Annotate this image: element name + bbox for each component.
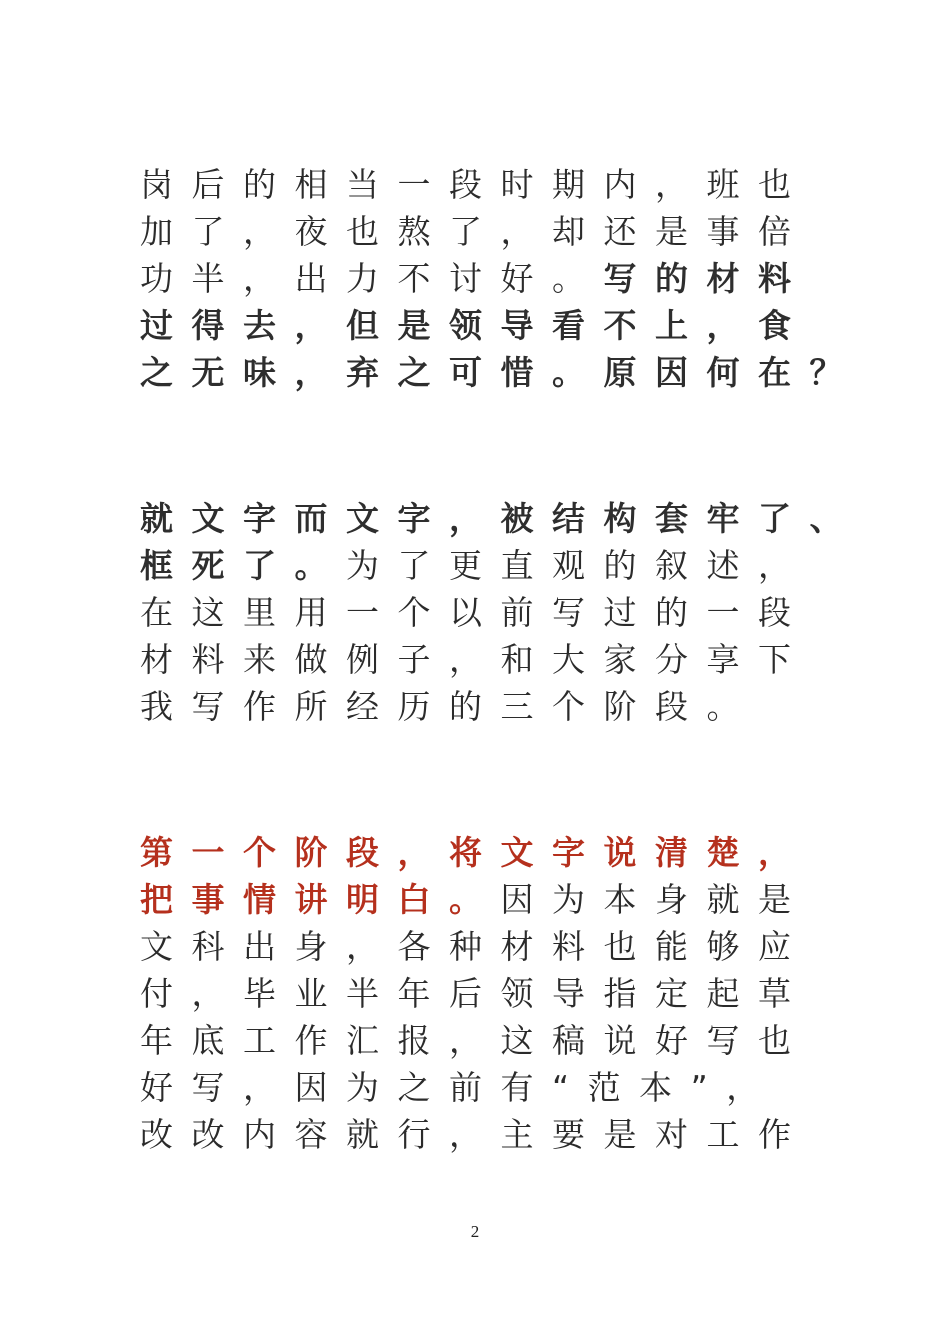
- text-line: [140, 302, 860, 349]
- text-line: [140, 255, 860, 302]
- text-line: [140, 923, 860, 970]
- text-line: [140, 495, 860, 542]
- body-text: 我写作所经历的三个阶段。: [140, 687, 758, 726]
- body-text: 为了更直观的叙述，: [346, 546, 810, 585]
- body-text: 改改内容就行，主要是对工作: [140, 1115, 810, 1154]
- body-text: 材料来做例子，和大家分享下: [140, 640, 810, 679]
- text-line: [140, 829, 860, 876]
- text-line: [140, 636, 860, 683]
- text-line: [140, 208, 860, 255]
- text-line: [140, 1064, 860, 1111]
- body-text: 功半，出力不讨好。: [140, 259, 604, 298]
- highlight-text: 把事情讲明白。: [140, 880, 501, 919]
- bold-text: 框死了。: [140, 546, 346, 585]
- paragraph-1: [140, 161, 860, 396]
- body-text: 付，毕业半年后领导指定起草: [140, 974, 810, 1013]
- text-line: [140, 876, 860, 923]
- text-line: [140, 349, 860, 396]
- text-line: [140, 542, 860, 589]
- bold-text: 过得去，但是领导看不上，食: [140, 306, 810, 345]
- text-line: [140, 1111, 860, 1158]
- paragraph-3: [140, 829, 860, 1158]
- body-text: 加了，夜也熬了，却还是事倍: [140, 212, 810, 251]
- body-text: 年底工作汇报，这稿说好写也: [140, 1021, 810, 1060]
- highlight-text: 第一个阶段，将文字说清楚，: [140, 833, 810, 872]
- text-line: [140, 683, 860, 730]
- bold-text: 写的材料: [603, 259, 810, 298]
- text-line: [140, 161, 860, 208]
- text-line: [140, 1017, 860, 1064]
- text-line: [140, 970, 860, 1017]
- body-text: 好写，因为之前有“范本”，: [140, 1068, 778, 1107]
- body-text: 岗后的相当一段时期内，班也: [140, 165, 810, 204]
- body-text: 文科出身，各种材料也能够应: [140, 927, 810, 966]
- bold-text: 就文字而文字，被结构套牢了、: [140, 499, 861, 538]
- text-line: [140, 589, 860, 636]
- body-text: 因为本身就是: [500, 880, 810, 919]
- page-number: 2: [470, 1222, 480, 1241]
- body-text: 在这里用一个以前写过的一段: [140, 593, 810, 632]
- paragraph-2: [140, 495, 860, 730]
- bold-text: 之无味，弃之可惜。原因何在？: [140, 353, 861, 392]
